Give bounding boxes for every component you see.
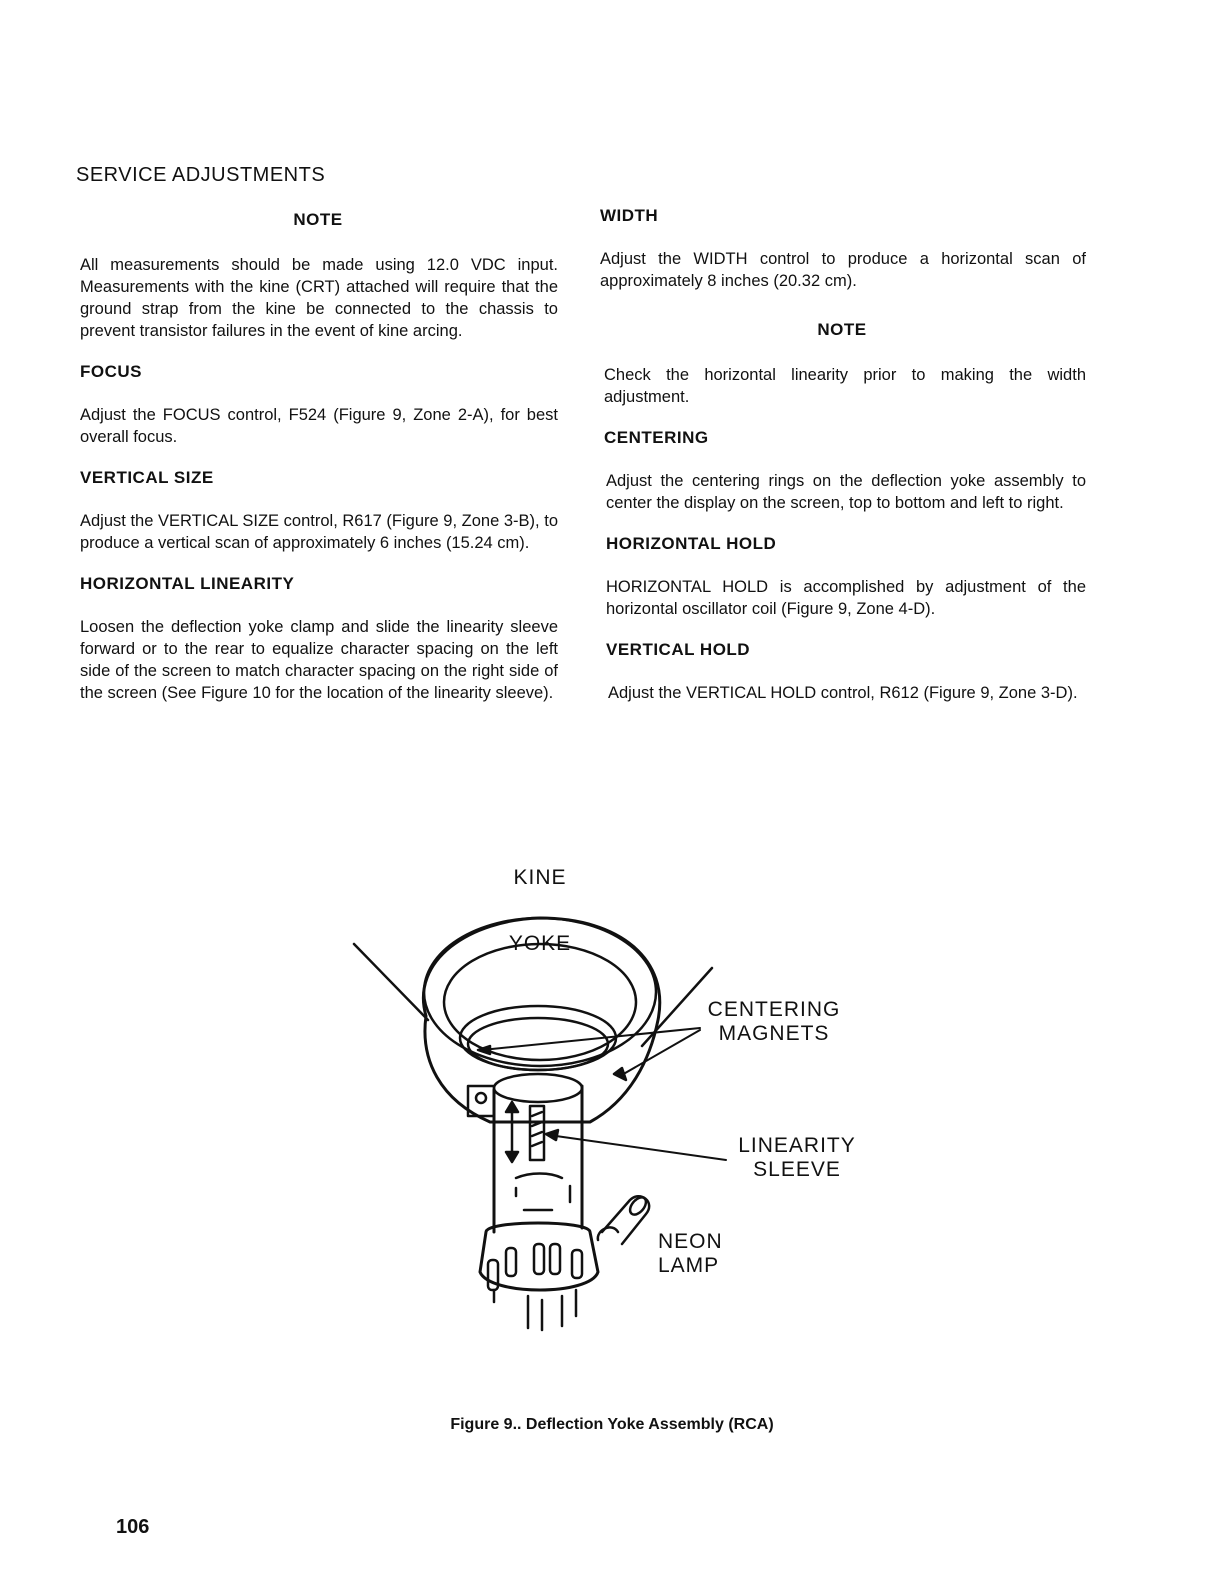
arrow-head-down xyxy=(506,1152,518,1162)
sleeve-hatch xyxy=(532,1112,542,1116)
centering-text: Adjust the centering rings on the deflection yoke assembly to center the display on the screen, top to bottom and left to right. xyxy=(606,472,1086,512)
focus-heading: FOCUS xyxy=(80,362,142,381)
width-note-text: Check the horizontal linearity prior to making the width adjustment. xyxy=(604,366,1086,406)
kine-left-line xyxy=(354,944,428,1020)
label-centering-line1: CENTERING xyxy=(707,998,841,1021)
focus-text: Adjust the FOCUS control, F524 (Figure 9, Zone 2-A), for best overall focus. xyxy=(80,406,558,446)
base-pin xyxy=(550,1244,560,1274)
linearity-arrow xyxy=(546,1130,558,1140)
vertical-size-text: Adjust the VERTICAL SIZE control, R617 (Figure 9, Zone 3-B), to produce a vertical scan of approximately 6 inches (15.24 cm). xyxy=(80,512,558,552)
base-pin xyxy=(506,1248,516,1276)
page-number: 106 xyxy=(116,1516,150,1538)
base-pin xyxy=(534,1244,544,1274)
label-neon-lamp xyxy=(658,1230,732,1278)
arrow-head-up xyxy=(506,1102,518,1112)
horizontal-hold-heading: HORIZONTAL HOLD xyxy=(606,534,777,553)
tube-detail xyxy=(516,1174,562,1179)
label-neon-line2: LAMP xyxy=(658,1254,720,1277)
yoke-diagram xyxy=(340,860,900,1360)
centering-leader xyxy=(482,1028,700,1050)
page-title: SERVICE ADJUSTMENTS xyxy=(76,164,326,186)
sleeve-hatch xyxy=(532,1132,542,1136)
label-kine: KINE xyxy=(513,866,567,889)
horizontal-hold-text: HORIZONTAL HOLD is accomplished by adjustment of the horizontal oscillator coil (Figure 9, Zone 4-D). xyxy=(606,578,1086,618)
deflection-yoke-figure xyxy=(340,860,900,1360)
horizontal-linearity-text: Loosen the deflection yoke clamp and slide the linearity sleeve forward or to the rear to equalize character spacing on the left side of the screen to match character spacing on the right side of the screen (See Figure 10 for the location of the linearity sleeve). xyxy=(80,618,558,702)
clamp-screw xyxy=(476,1093,486,1103)
horizontal-linearity-heading: HORIZONTAL LINEARITY xyxy=(80,574,295,593)
sleeve-hatch xyxy=(532,1142,542,1146)
width-note-heading: NOTE xyxy=(817,320,867,339)
label-linearity-sleeve xyxy=(732,1134,862,1182)
vertical-hold-heading: VERTICAL HOLD xyxy=(606,640,751,659)
label-yoke: YOKE xyxy=(508,932,572,955)
width-text: Adjust the WIDTH control to produce a horizontal scan of approximately 8 inches (20.32 cm). xyxy=(600,250,1086,290)
note-text: All measurements should be made using 12.0 VDC input. Measurements with the kine (CRT) attached will require that the ground strap from the kine be connected to the chassis to prevent transistor failures in the event of kine arcing. xyxy=(80,256,558,340)
note-heading: NOTE xyxy=(293,210,343,229)
centering-arrow xyxy=(614,1068,626,1080)
vertical-hold-text: Adjust the VERTICAL HOLD control, R612 (Figure 9, Zone 3-D). xyxy=(608,684,1078,702)
base-pin xyxy=(572,1250,582,1278)
width-heading: WIDTH xyxy=(600,206,659,225)
neon-lamp-bulb xyxy=(602,1196,649,1244)
vertical-size-heading: VERTICAL SIZE xyxy=(80,468,214,487)
figure-caption: Figure 9.. Deflection Yoke Assembly (RCA) xyxy=(450,1416,774,1433)
left-column xyxy=(78,206,558,724)
label-neon-line1: NEON xyxy=(658,1230,723,1253)
neck-top xyxy=(494,1074,582,1102)
label-linearity-line1: LINEARITY xyxy=(738,1134,856,1157)
centering-heading: CENTERING xyxy=(604,428,709,447)
neon-lamp-base xyxy=(598,1227,618,1240)
label-linearity-line2: SLEEVE xyxy=(753,1158,841,1181)
label-centering-magnets xyxy=(704,998,844,1046)
label-centering-line2: MAGNETS xyxy=(718,1022,830,1045)
right-column xyxy=(598,206,1086,724)
